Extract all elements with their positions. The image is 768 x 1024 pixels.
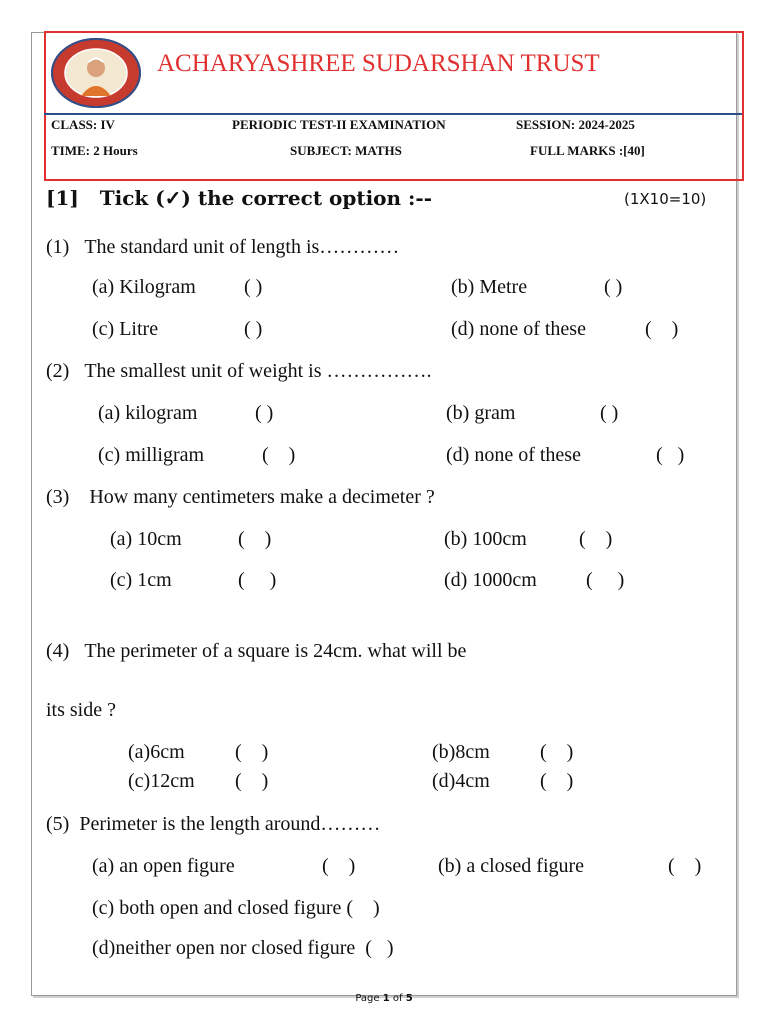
question-text: How many centimeters make a decimeter ?: [89, 486, 435, 508]
class-label: CLASS: IV: [51, 117, 115, 132]
session-label: SESSION: 2024-2025: [516, 117, 635, 132]
answer-bracket[interactable]: ( ): [244, 276, 263, 298]
option-1c[interactable]: (c) Litre: [92, 318, 159, 340]
question-4-continued: its side ?: [46, 699, 116, 721]
question-text: The standard unit of length is…………: [84, 236, 400, 258]
option-4d[interactable]: (d)4cm: [432, 770, 490, 792]
answer-bracket[interactable]: ( ): [656, 444, 685, 466]
answer-bracket[interactable]: ( ): [540, 770, 574, 792]
option-1d[interactable]: (d) none of these: [451, 318, 586, 340]
option-5a[interactable]: (a) an open figure: [92, 855, 235, 877]
full-marks-label: FULL MARKS :[40]: [530, 143, 645, 158]
option-1b[interactable]: (b) Metre: [451, 276, 528, 298]
logo-seal-icon: [51, 38, 141, 108]
answer-bracket[interactable]: ( ): [235, 770, 269, 792]
question-5: [46, 813, 380, 836]
option-3b[interactable]: (b) 100cm: [444, 528, 527, 550]
answer-bracket[interactable]: ( ): [322, 855, 356, 877]
answer-bracket[interactable]: ( ): [600, 402, 619, 424]
answer-bracket[interactable]: ( ): [586, 569, 625, 591]
option-5d[interactable]: (d)neither open nor closed figure ( ): [92, 937, 394, 959]
option-5b[interactable]: (b) a closed figure: [438, 855, 585, 877]
answer-bracket[interactable]: ( ): [238, 528, 272, 550]
option-4c[interactable]: (c)12cm: [128, 770, 195, 792]
option-5c[interactable]: (c) both open and closed figure ( ): [92, 897, 380, 919]
answer-bracket[interactable]: ( ): [255, 402, 274, 424]
answer-bracket[interactable]: ( ): [604, 276, 623, 298]
answer-bracket[interactable]: ( ): [579, 528, 613, 550]
answer-bracket[interactable]: ( ): [540, 741, 574, 763]
answer-bracket[interactable]: ( ): [235, 741, 269, 763]
question-number: (1): [46, 236, 70, 258]
option-1a[interactable]: (a) Kilogram: [92, 276, 196, 298]
option-3c[interactable]: (c) 1cm: [110, 569, 172, 591]
option-2d[interactable]: (d) none of these: [446, 444, 581, 466]
answer-bracket[interactable]: ( ): [238, 569, 277, 591]
option-4b[interactable]: (b)8cm: [432, 741, 490, 763]
question-3: [46, 486, 435, 509]
option-3d[interactable]: (d) 1000cm: [444, 569, 537, 591]
question-number: (4): [46, 640, 70, 662]
trust-logo: [51, 38, 141, 108]
page-footer: Page 1 of 5: [355, 993, 413, 1004]
question-number: (5): [46, 813, 70, 835]
question-2: [46, 360, 432, 383]
question-number: (2): [46, 360, 70, 382]
section-heading: [46, 186, 432, 210]
answer-bracket[interactable]: ( ): [244, 318, 263, 340]
question-text: The perimeter of a square is 24cm. what will be: [84, 640, 467, 662]
section-marks: (1X10=10): [624, 190, 707, 208]
answer-bracket[interactable]: ( ): [262, 444, 296, 466]
option-3a[interactable]: (a) 10cm: [110, 528, 182, 550]
time-label: TIME: 2 Hours: [51, 143, 138, 158]
question-number: (3): [46, 486, 70, 508]
exam-label: PERIODIC TEST-II EXAMINATION: [232, 117, 446, 132]
section-title: Tick (✓) the correct option :--: [99, 186, 433, 210]
answer-bracket[interactable]: ( ): [668, 855, 702, 877]
subject-label: SUBJECT: MATHS: [290, 143, 402, 158]
section-number: [1]: [46, 186, 79, 210]
option-2a[interactable]: (a) kilogram: [98, 402, 198, 424]
option-4a[interactable]: (a)6cm: [128, 741, 185, 763]
answer-bracket[interactable]: ( ): [645, 318, 679, 340]
option-2b[interactable]: (b) gram: [446, 402, 516, 424]
question-4: [46, 640, 466, 663]
question-1: [46, 236, 399, 259]
option-2c[interactable]: (c) milligram: [98, 444, 205, 466]
trust-name: ACHARYASHREE SUDARSHAN TRUST: [157, 50, 600, 77]
header-divider: [44, 113, 742, 115]
question-text: Perimeter is the length around………: [79, 813, 381, 835]
question-text: The smallest unit of weight is …………….: [84, 360, 432, 382]
